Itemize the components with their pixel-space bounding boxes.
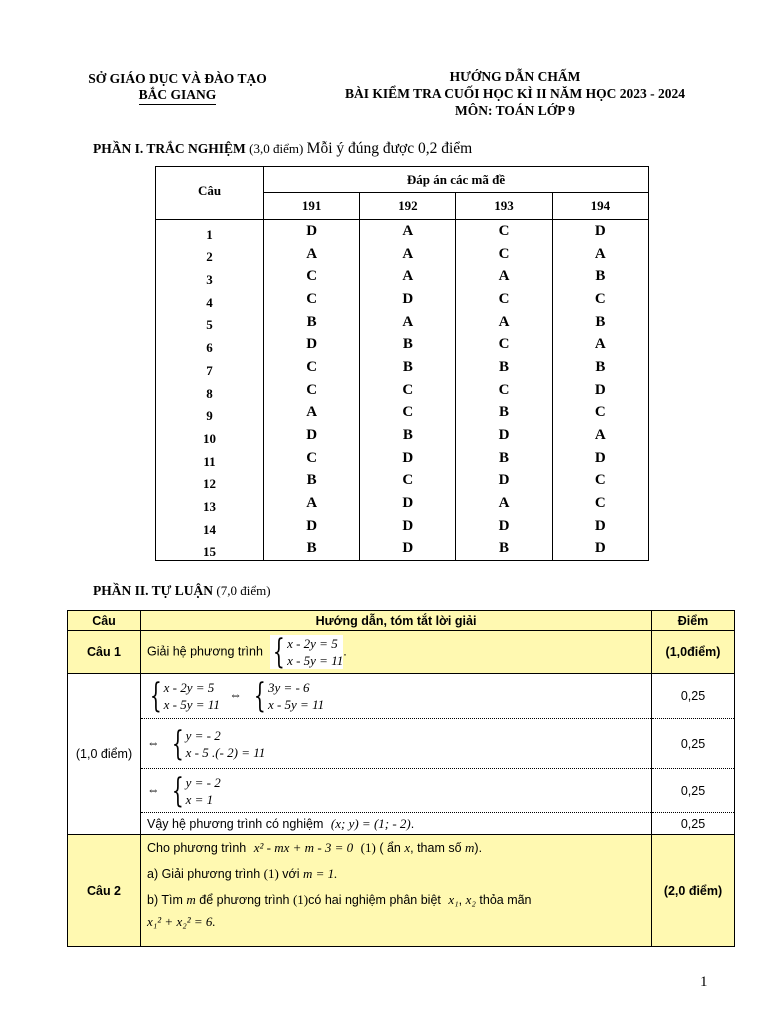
- q2-l3-x1: x₁: [448, 892, 459, 907]
- answer-row: [156, 311, 649, 334]
- answer-row: [156, 333, 649, 356]
- q2-l1-post2: , tham số: [410, 841, 462, 855]
- answer-cell: B: [264, 470, 360, 493]
- step2: [141, 719, 652, 769]
- answer-cell: B: [552, 311, 648, 334]
- q1-text: Giải hệ phương trình: [147, 644, 263, 659]
- q2-label: Câu 2: [68, 835, 141, 947]
- q2-l3-tag: (1): [292, 892, 309, 907]
- q1-statement: Giải hệ phương trình { x - 2y = 5 x - 5y = 11 .: [141, 631, 652, 674]
- answer-cell: B: [456, 538, 552, 561]
- question-number: 15: [156, 538, 264, 561]
- answer-cell: D: [264, 333, 360, 356]
- answer-cell: D: [552, 447, 648, 470]
- q2-l4-math: x₁² + x₂² = 6.: [147, 914, 216, 929]
- answer-cell: C: [264, 379, 360, 402]
- solution-table: [67, 610, 735, 947]
- q2-l3-m: m: [186, 892, 196, 907]
- answer-row: [156, 424, 649, 447]
- answer-cell: A: [264, 492, 360, 515]
- answer-row: [156, 243, 649, 266]
- answer-cell: A: [456, 492, 552, 515]
- answer-cell: D: [360, 288, 456, 311]
- q2-l1-post1: ( ẩn: [379, 841, 401, 855]
- answer-cell: A: [360, 265, 456, 288]
- answer-cell: C: [456, 333, 552, 356]
- q1-side-label: (1,0 điểm): [68, 674, 141, 835]
- answer-cell: B: [360, 424, 456, 447]
- answer-cell: A: [456, 265, 552, 288]
- brace-icon: {: [273, 632, 286, 672]
- answer-row: [156, 402, 649, 425]
- q2-l1-math: x² - mx + m - 3 = 0: [253, 840, 354, 855]
- answer-row: [156, 288, 649, 311]
- sol-col-guide: Hướng dẫn, tóm tắt lời giải: [141, 611, 652, 631]
- q2-l2-pre: a) Giải phương trình: [147, 867, 261, 881]
- answer-cell: B: [456, 356, 552, 379]
- answer-cell: B: [552, 265, 648, 288]
- answer-cell: C: [456, 220, 552, 243]
- step4: Vậy hệ phương trình có nghiệm (x; y) = (1; - 2).: [141, 813, 652, 835]
- question-number: 9: [156, 402, 264, 425]
- question-number: 8: [156, 379, 264, 402]
- answer-row: [156, 356, 649, 379]
- q1-score: (1,0điểm): [652, 631, 735, 674]
- answer-cell: D: [456, 470, 552, 493]
- q2-l3-end: thỏa mãn: [479, 893, 532, 907]
- doc-title: HƯỚNG DẪN CHẤM: [449, 69, 581, 84]
- answer-cell: C: [360, 470, 456, 493]
- answer-cell: C: [360, 402, 456, 425]
- s3-eq2: x = 1: [185, 791, 214, 807]
- s1-eq1: x - 2y = 5: [163, 680, 215, 695]
- answer-cell: B: [360, 356, 456, 379]
- answer-cell: A: [552, 243, 648, 266]
- answer-cell: D: [264, 220, 360, 243]
- answer-cell: D: [360, 538, 456, 561]
- answer-cell: D: [552, 379, 648, 402]
- q2-l1-pre: Cho phương trình: [147, 841, 247, 855]
- equiv-icon: ⇔: [147, 782, 160, 797]
- answer-cell: A: [360, 243, 456, 266]
- dept-name: SỞ GIÁO DỤC VÀ ĐÀO TẠO: [88, 71, 267, 86]
- question-number: 7: [156, 356, 264, 379]
- answer-cell: D: [360, 515, 456, 538]
- answer-cell: D: [456, 424, 552, 447]
- question-number: 4: [156, 288, 264, 311]
- question-number: 10: [156, 424, 264, 447]
- s1-eq4: x - 5y = 11: [267, 697, 325, 712]
- answer-cell: A: [264, 243, 360, 266]
- answer-cell: A: [552, 424, 648, 447]
- part1-title: PHẦN I. TRẮC NGHIỆM: [93, 141, 246, 156]
- code-header: 192: [360, 193, 456, 220]
- q2-l1-end: ).: [474, 841, 483, 855]
- answer-cell: C: [264, 288, 360, 311]
- s2-eq1: y = - 2: [185, 727, 221, 743]
- answer-cell: C: [264, 356, 360, 379]
- answer-cell: D: [552, 220, 648, 243]
- s1-eq3: 3y = - 6: [267, 680, 310, 695]
- step2-score: 0,25: [652, 719, 735, 769]
- s3-eq1: y = - 2: [185, 774, 221, 790]
- code-header: 194: [552, 193, 648, 220]
- q2-l1-m: m: [465, 840, 475, 855]
- answer-cell: C: [552, 470, 648, 493]
- q1-eq1: x - 2y = 5: [287, 636, 338, 651]
- q2-l2-math: m = 1.: [303, 866, 338, 881]
- answer-rows: [156, 220, 649, 561]
- answer-cell: B: [360, 333, 456, 356]
- sol-col-cau: Câu: [68, 611, 141, 631]
- col-header-group: Đáp án các mã đề: [264, 167, 649, 193]
- answer-cell: D: [264, 424, 360, 447]
- answer-cell: D: [552, 515, 648, 538]
- part2-points: (7,0 điểm): [216, 583, 271, 598]
- answer-row: [156, 220, 649, 243]
- equiv-icon: ⇔: [229, 688, 242, 703]
- brace-icon: {: [254, 676, 267, 716]
- q2-l3-x2: x₂: [465, 892, 476, 907]
- question-number: 2: [156, 243, 264, 266]
- q2-statement: Cho phương trình x² - mx + m - 3 = 0 (1) ( ẩn x, tham số m). a) Giải phương trình (1) với m = 1. b) Tìm m để phương trình (1)có hai nghiệm phân biệt x₁, x₂ thỏa mãn x₁² + x₂² = 6.: [141, 835, 652, 947]
- q1-system: [270, 632, 344, 672]
- q2-l3-post: có hai nghiệm phân biệt: [308, 893, 441, 907]
- answer-cell: D: [360, 447, 456, 470]
- s4-math: (x; y) = (1; - 2): [330, 815, 411, 831]
- part2-heading: [93, 583, 271, 599]
- answer-cell: C: [456, 243, 552, 266]
- q2-l2-tag: (1): [263, 866, 279, 881]
- equiv-icon: ⇔: [147, 735, 160, 750]
- brace-icon: {: [171, 770, 184, 811]
- s4-text: Vậy hệ phương trình có nghiệm: [147, 816, 324, 831]
- code-header: 191: [264, 193, 360, 220]
- question-number: 14: [156, 515, 264, 538]
- q1-label: Câu 1: [68, 631, 141, 674]
- question-number: 13: [156, 492, 264, 515]
- answer-cell: B: [456, 447, 552, 470]
- step3-score: 0,25: [652, 769, 735, 813]
- answer-cell: B: [456, 402, 552, 425]
- question-number: 11: [156, 447, 264, 470]
- q1-eq2: x - 5y = 11: [287, 653, 344, 668]
- question-number: 6: [156, 333, 264, 356]
- step4-score: 0,25: [652, 813, 735, 835]
- answer-cell: C: [360, 379, 456, 402]
- answer-cell: D: [360, 492, 456, 515]
- doc-header: [300, 68, 730, 119]
- dept-header: [70, 71, 285, 105]
- q2-l1-x: x: [404, 840, 411, 855]
- answer-cell: A: [456, 311, 552, 334]
- answer-cell: C: [552, 402, 648, 425]
- answer-row: [156, 492, 649, 515]
- brace-icon: {: [171, 723, 184, 764]
- answer-row: [156, 447, 649, 470]
- q2-l1-tag: (1): [360, 840, 376, 855]
- answer-cell: D: [456, 515, 552, 538]
- answer-cell: B: [264, 538, 360, 561]
- answer-cell: A: [360, 220, 456, 243]
- answer-cell: B: [552, 356, 648, 379]
- subject-title: MÔN: TOÁN LỚP 9: [455, 103, 575, 118]
- question-number: 1: [156, 220, 264, 243]
- answer-cell: D: [264, 515, 360, 538]
- code-header: 193: [456, 193, 552, 220]
- answer-row: [156, 265, 649, 288]
- province-name: BẮC GIANG: [139, 87, 217, 105]
- part1-heading: [93, 140, 472, 158]
- part2-title: PHẦN II. TỰ LUẬN: [93, 583, 214, 598]
- exam-title: BÀI KIỂM TRA CUỐI HỌC KÌ II NĂM HỌC 2023 - 2024: [345, 86, 685, 101]
- part1-note: Mỗi ý đúng được 0,2 điểm: [306, 140, 473, 157]
- answer-cell: A: [264, 402, 360, 425]
- col-header-cau: Câu: [156, 167, 264, 220]
- answer-cell: A: [552, 333, 648, 356]
- step1-score: 0,25: [652, 674, 735, 719]
- q2-l2-mid: với: [282, 867, 300, 881]
- answer-row: [156, 470, 649, 493]
- part1-points: (3,0 điểm): [249, 141, 304, 156]
- page-number: 1: [700, 974, 708, 990]
- step1: [141, 674, 652, 719]
- question-number: 5: [156, 311, 264, 334]
- q2-l3-pre: b) Tìm: [147, 893, 183, 907]
- answer-cell: C: [552, 288, 648, 311]
- answer-cell: B: [264, 311, 360, 334]
- sol-col-score: Điểm: [652, 611, 735, 631]
- answer-cell: C: [456, 379, 552, 402]
- answer-row: [156, 379, 649, 402]
- answer-cell: C: [552, 492, 648, 515]
- answer-row: [156, 538, 649, 561]
- answer-key-table: [155, 166, 649, 561]
- answer-cell: C: [264, 265, 360, 288]
- answer-cell: C: [264, 447, 360, 470]
- q2-l3-mid: để phương trình: [199, 893, 290, 907]
- s2-eq2: x - 5 .(- 2) = 11: [185, 744, 266, 760]
- question-number: 12: [156, 470, 264, 493]
- s1-eq2: x - 5y = 11: [163, 697, 220, 712]
- brace-icon: {: [149, 676, 162, 716]
- answer-row: [156, 515, 649, 538]
- q2-score: (2,0 điểm): [652, 835, 735, 947]
- answer-cell: D: [552, 538, 648, 561]
- step3: [141, 769, 652, 813]
- answer-cell: A: [360, 311, 456, 334]
- question-number: 3: [156, 265, 264, 288]
- answer-cell: C: [456, 288, 552, 311]
